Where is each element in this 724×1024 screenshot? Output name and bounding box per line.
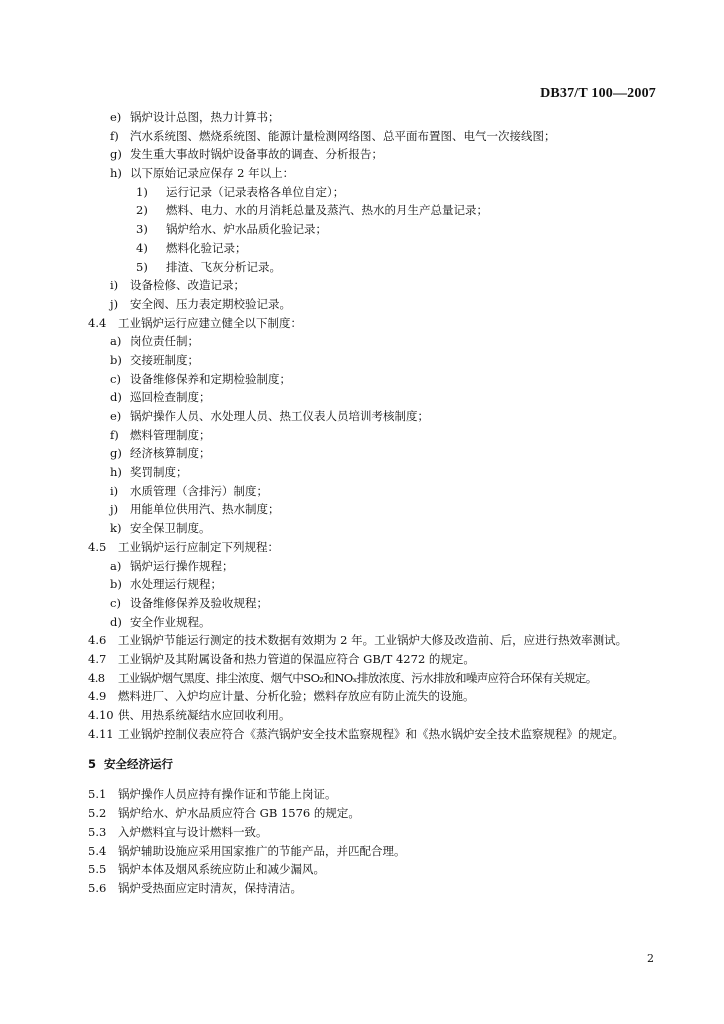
- list-item: b) 交接班制度；: [110, 352, 199, 367]
- document-body: [88, 108, 658, 898]
- list-item: j) 用能单位供用汽、热水制度；: [110, 502, 280, 517]
- clause-5-1: 5.1 锅炉操作人员应持有操作证和节能上岗证。: [88, 787, 337, 802]
- clause-5-6: 5.6 锅炉受热面应定时清灰，保持清洁。: [88, 880, 302, 895]
- list-item: c) 设备维修保养和定期检验制度；: [110, 371, 291, 386]
- clause-5-3: 5.3 入炉燃料宜与设计燃料一致。: [88, 824, 268, 839]
- list-item: c) 设备维修保养及验收规程；: [110, 595, 268, 610]
- clause-4-4: 4.4 工业锅炉运行应建立健全以下制度：: [88, 315, 302, 330]
- page-number: 2: [647, 952, 654, 965]
- list-item: k) 安全保卫制度。: [110, 521, 211, 536]
- section-5-heading: 5 安全经济运行: [88, 757, 173, 772]
- list-item: a) 锅炉运行操作规程；: [110, 558, 234, 573]
- list-item: i) 设备检修、改造记录；: [110, 278, 245, 293]
- sub-list-item: 2) 燃料、电力、水的月消耗总量及蒸汽、热水的月生产总量记录；: [136, 203, 488, 218]
- clause-4-6: 4.6 工业锅炉节能运行测定的技术数据有效期为 2 年。工业锅炉大修及改造前、后，应进行热效率测试。: [88, 633, 628, 648]
- clause-5-4: 5.4 锅炉辅助设施应采用国家推广的节能产品，并匹配合理。: [88, 843, 406, 858]
- list-item: e) 锅炉设计总图，热力计算书；: [110, 110, 280, 124]
- clause-4-8: 4.8 工业锅炉烟气黑度、排尘浓度、烟气中SO₂和NOₓ排放浓度、污水排放和噪声应符合环保有关规定。: [88, 670, 597, 685]
- sub-list-item: 3) 锅炉给水、炉水品质化验记录；: [136, 222, 327, 237]
- list-item: h) 以下原始记录应保存 2 年以上：: [110, 166, 295, 181]
- sub-list-item: 4) 燃料化验记录；: [136, 240, 247, 255]
- sub-list-item: 1) 运行记录（记录表格各单位自定）；: [136, 184, 345, 199]
- list-item: f) 燃料管理制度；: [110, 427, 211, 442]
- clause-4-7: 4.7 工业锅炉及其附属设备和热力管道的保温应符合 GB/T 4272 的规定。: [88, 651, 475, 666]
- sub-list-item: 5) 排渣、飞灰分析记录。: [136, 259, 281, 274]
- clause-5-2: 5.2 锅炉给水、炉水品质应符合 GB 1576 的规定。: [88, 806, 360, 821]
- list-item: d) 安全作业规程。: [110, 614, 211, 629]
- clause-4-10: 4.10 供、用热系统凝结水应回收利用。: [88, 708, 291, 723]
- list-item: g) 经济核算制度；: [110, 446, 211, 461]
- list-item: a) 岗位责任制；: [110, 334, 199, 349]
- clause-4-11: 4.11 工业锅炉控制仪表应符合《蒸汽锅炉安全技术监察规程》和《热水锅炉安全技术监察规程》的规定。: [88, 726, 624, 741]
- list-item: g) 发生重大事故时锅炉设备事故的调查、分析报告；: [110, 147, 383, 162]
- list-item: i) 水质管理（含排污）制度；: [110, 483, 268, 498]
- list-item: h) 奖罚制度；: [110, 465, 188, 480]
- list-item: e) 锅炉操作人员、水处理人员、热工仪表人员培训考核制度；: [110, 409, 429, 423]
- clause-4-9: 4.9 燃料进厂、入炉均应计量、分析化验；燃料存放应有防止流失的设施。: [88, 689, 475, 704]
- list-item: d) 巡回检查制度；: [110, 390, 211, 405]
- standard-code-header: DB37/T 100—2007: [540, 86, 656, 101]
- list-item: j) 安全阀、压力表定期校验记录。: [110, 296, 291, 311]
- clause-4-5: 4.5 工业锅炉运行应制定下列规程：: [88, 539, 279, 554]
- list-item: f) 汽水系统图、燃烧系统图、能源计量检测网络图、总平面布置图、电气一次接线图；: [110, 128, 556, 143]
- list-item: b) 水处理运行规程；: [110, 577, 222, 592]
- clause-5-5: 5.5 锅炉本体及烟风系统应防止和减少漏风。: [88, 862, 325, 877]
